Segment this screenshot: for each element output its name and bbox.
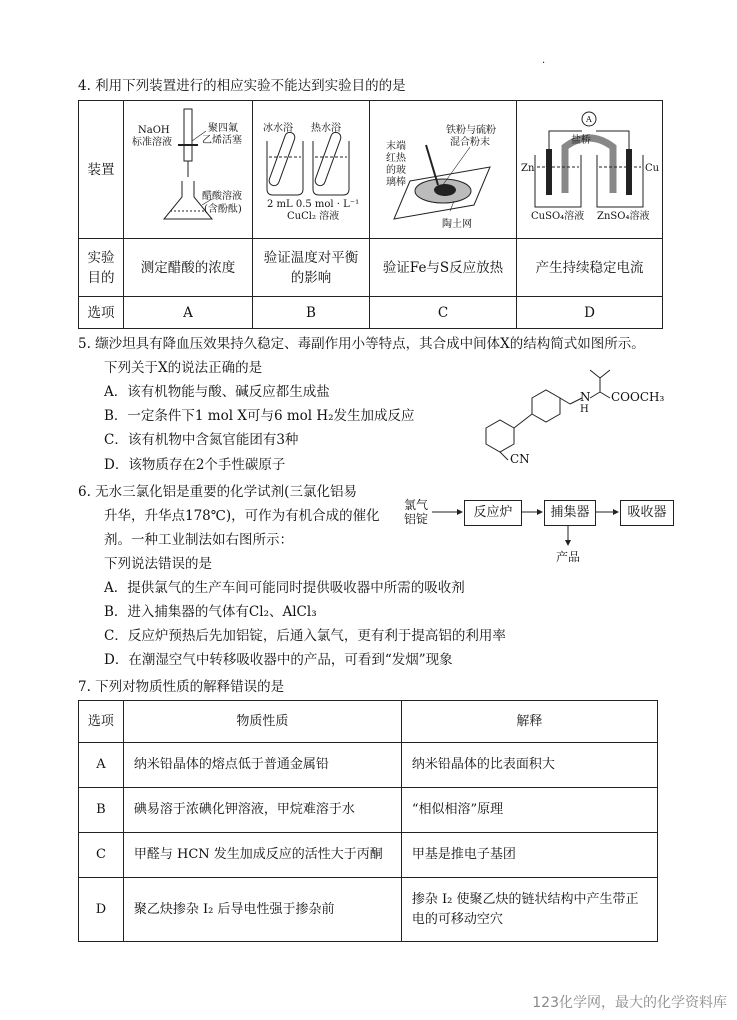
burette-flask-diagram xyxy=(124,101,252,238)
q7-row-b-option: B xyxy=(79,788,124,833)
q7-row-d-property: 聚乙炔掺杂 I₂ 后导电性强于掺杂前 xyxy=(123,878,401,942)
q4-purpose-c: 验证Fe与S反应放热 xyxy=(370,239,517,297)
q4-diagram-b xyxy=(253,101,370,239)
q7-row-c-explanation: 甲基是推电子基团 xyxy=(401,833,657,878)
label-c2: 红热 xyxy=(386,153,406,164)
q4-table xyxy=(78,100,663,329)
q5-stem-line1: 5. 缬沙坦具有降血压效果持久稳定、毒副作用小等特点，其合成中间体X的结构简式如图所示。 xyxy=(78,336,645,352)
q4-row-purpose-label xyxy=(79,239,124,297)
atom-n: N xyxy=(580,390,591,404)
flow-box-collector: 捕集器 xyxy=(544,500,596,526)
q6-option-b: B．进入捕集器的气体有Cl₂、AlCl₃ xyxy=(104,604,317,620)
label-hot-bath: 热水浴 xyxy=(311,123,341,134)
q4-purpose-a: 测定醋酸的浓度 xyxy=(124,239,253,297)
q4-diagram-a xyxy=(124,101,253,239)
flow-input-chlorine: 氯气 xyxy=(404,498,429,512)
q6-stem-line3: 剂。一种工业制法如右图所示： xyxy=(104,532,293,548)
q4-row-option-label: 选项 xyxy=(79,297,124,329)
process-flowchart xyxy=(400,490,680,570)
label-cucl2: CuCl₂ 溶液 xyxy=(287,211,340,222)
q7-row-a-explanation: 纳米铅晶体的比表面积大 xyxy=(401,743,657,788)
q7-row-c-option: C xyxy=(79,833,124,878)
q6-option-a: A．提供氯气的生产车间可能同时提供吸收器中所需的吸收剂 xyxy=(104,580,465,596)
label-cuso4: CuSO₄溶液 xyxy=(531,211,585,222)
q4-purpose-d: 产生持续稳定电流 xyxy=(517,239,663,297)
molecule-skeleton xyxy=(460,362,690,470)
q7-row-b-property: 碘易溶于浓碘化钾溶液，甲烷难溶于水 xyxy=(123,788,401,833)
q5-stem-line2: 下列关于X的说法正确的是 xyxy=(104,360,263,376)
q5-option-c: C．该有机物中含氮官能团有3种 xyxy=(104,432,299,448)
q6-stem-line1: 6. 无水三氯化铝是重要的化学试剂(三氯化铝易 xyxy=(78,484,357,500)
label-stopcock: 乙烯活塞 xyxy=(202,135,242,146)
label-c4: 璃棒 xyxy=(386,177,406,188)
label-ceramic-mesh: 陶土网 xyxy=(442,219,472,230)
q5-option-b: B．一定条件下1 mol X可与6 mol H₂发生加成反应 xyxy=(104,408,415,424)
label-zn: Zn xyxy=(521,163,535,174)
structure-x xyxy=(460,362,690,470)
q4-option-d: D xyxy=(517,297,663,329)
flow-input-aluminum: 铝锭 xyxy=(404,512,429,526)
q6-stem-line4: 下列说法错误的是 xyxy=(104,556,212,572)
q5-option-d: D．该物质存在2个手性碳原子 xyxy=(104,457,286,473)
q7-stem: 7. 下列对物质性质的解释错误的是 xyxy=(78,679,285,695)
q4-option-c: C xyxy=(370,297,517,329)
label-acetic-acid: 醋酸溶液 xyxy=(202,191,242,202)
q5-option-a: A．该有机物能与酸、碱反应都生成盐 xyxy=(104,384,330,400)
q7-row-d-explanation: 掺杂 I₂ 使聚乙炔的链状结构中产生带正电的可移动空穴 xyxy=(401,878,657,942)
label-fe-s-powder: 铁粉与硫粉 xyxy=(446,125,496,136)
q4-diagram-d xyxy=(517,101,663,239)
q4-row-device-label: 装置 xyxy=(79,101,124,239)
label-ptfe: 聚四氟 xyxy=(208,123,238,134)
label-c1: 末端 xyxy=(386,141,406,152)
flow-box-absorber: 吸收器 xyxy=(620,500,674,526)
q6-stem-line2: 升华，升华点178℃)，可作为有机合成的催化 xyxy=(104,508,380,524)
purpose-label-line1: 实验 xyxy=(87,249,115,266)
stray-dot: · xyxy=(542,58,546,69)
label-standard-solution: 标准溶液 xyxy=(132,137,172,148)
label-ice-bath: 冰水浴 xyxy=(263,123,293,134)
q7-row-b-explanation: “相似相溶”原理 xyxy=(401,788,657,833)
group-cn: CN xyxy=(510,452,530,466)
q4-diagram-c xyxy=(370,101,517,239)
q7-row-d-option: D xyxy=(79,878,124,942)
label-mixture: 混合粉末 xyxy=(450,137,490,148)
q4-option-a: A xyxy=(124,297,253,329)
q7-row-a-property: 纳米铅晶体的熔点低于普通金属铅 xyxy=(123,743,401,788)
flow-box-reactor: 反应炉 xyxy=(464,500,522,526)
q7-row-c-property: 甲醛与 HCN 发生加成反应的活性大于丙酮 xyxy=(123,833,401,878)
label-znso4: ZnSO₄溶液 xyxy=(597,211,650,222)
ammeter-icon: A xyxy=(586,115,592,124)
q7-row-a-option: A xyxy=(79,743,124,788)
label-naoh: NaOH xyxy=(138,125,170,136)
watermark: 123化学网，最大的化学资料库 xyxy=(532,995,727,1011)
q7-header-explanation: 解释 xyxy=(401,701,657,743)
label-phenolphthalein: (含酚酞) xyxy=(204,204,242,215)
atom-h: H xyxy=(580,404,589,415)
label-cu: Cu xyxy=(645,163,660,174)
group-cooch3: COOCH₃ xyxy=(611,390,665,404)
q4-option-b: B xyxy=(253,297,370,329)
q7-header-property: 物质性质 xyxy=(123,701,401,743)
q4-purpose-b: 验证温度对平衡的影响 xyxy=(253,239,370,297)
q6-option-d: D．在潮湿空气中转移吸收器中的产品，可看到“发烟”现象 xyxy=(104,652,453,668)
q7-header-option: 选项 xyxy=(79,701,124,743)
label-c3: 的玻 xyxy=(386,165,406,176)
q4-stem: 4. 利用下列装置进行的相应实验不能达到实验目的的是 xyxy=(78,78,406,94)
purpose-label-line2: 目的 xyxy=(87,269,115,286)
q7-table xyxy=(78,700,658,942)
q6-option-c: C．反应炉预热后先加铝锭，后通入氯气，更有利于提高铝的利用率 xyxy=(104,628,506,644)
label-concentration: 2 mL 0.5 mol · L⁻¹ xyxy=(267,199,360,210)
label-salt-bridge: 盐桥 xyxy=(571,135,591,146)
flow-output-product: 产品 xyxy=(556,550,581,564)
